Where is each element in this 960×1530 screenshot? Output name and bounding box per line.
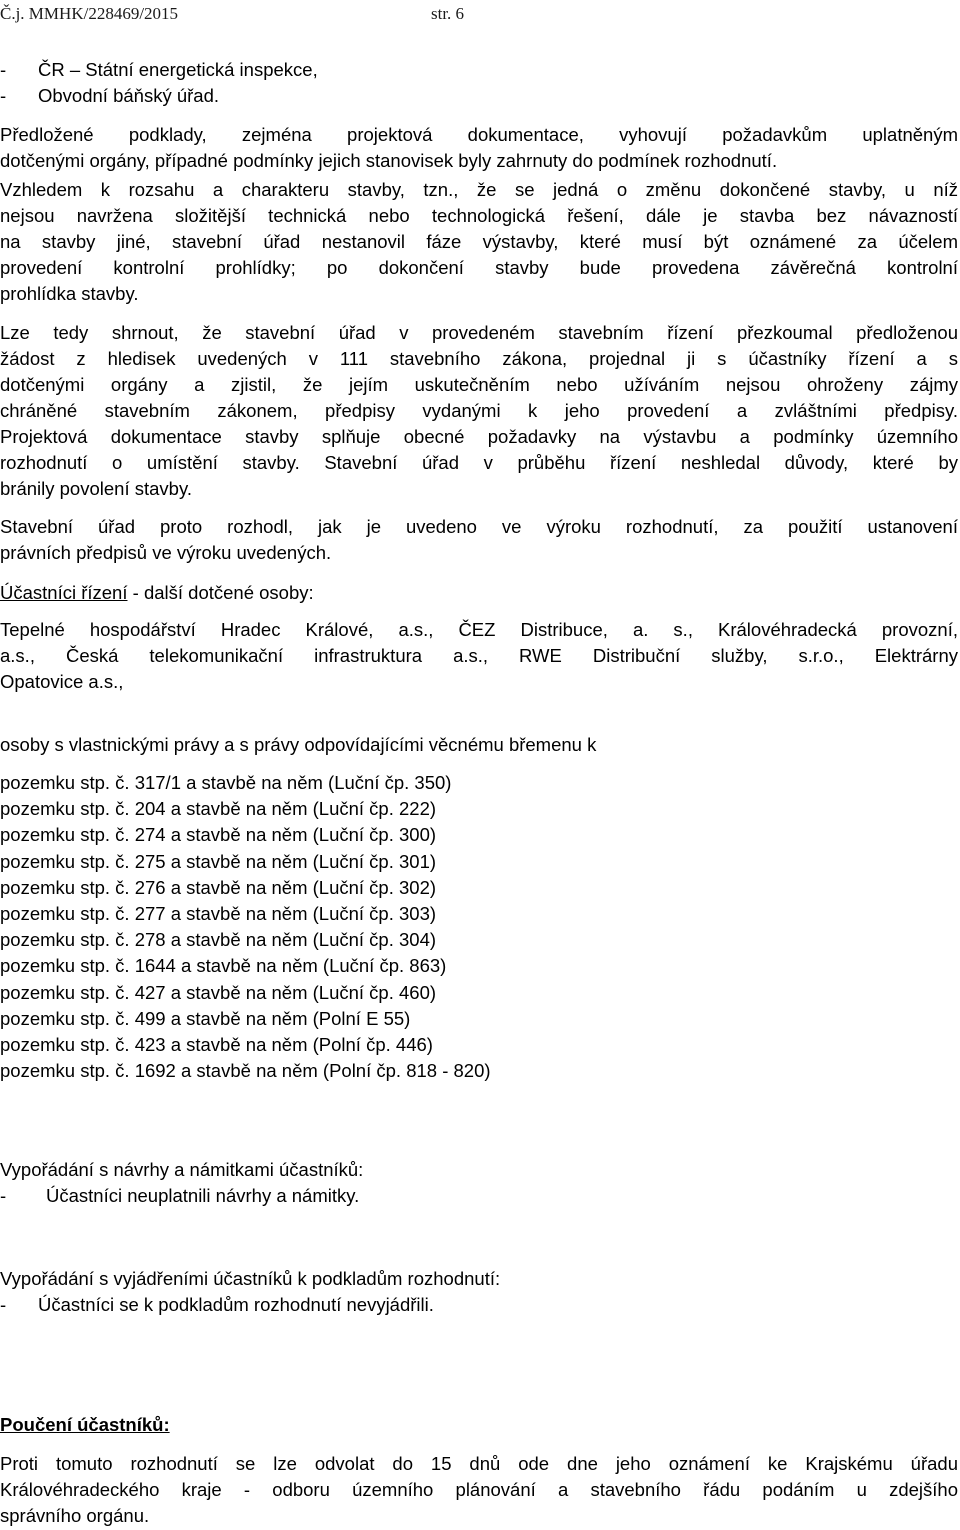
parcel-item: pozemku stp. č. 423 a stavbě na něm (Polní čp. 446) — [0, 1034, 433, 1056]
proposals-heading: Vypořádání s návrhy a námitkami účastníků: — [0, 1159, 364, 1180]
participants-list: Tepelné hospodářství Hradec Králové, a.s., ČEZ Distribuce, a. s., Královéhradecká provozní, a.s., Česká telekomunikační infrastruktura a.s., RWE Distribuční služby, s.r.o., Elektrárny Opatovice a.s., — [0, 619, 958, 692]
statements-section — [0, 1266, 958, 1318]
parcel-item: pozemku stp. č. 317/1 a stavbě na něm (Luční čp. 350) — [0, 772, 452, 793]
parcel-item: pozemku stp. č. 276 a stavbě na něm (Luční čp. 302) — [0, 876, 437, 898]
list-item: - Obvodní báňský úřad. — [0, 85, 219, 106]
parcel-item: pozemku stp. č. 204 a stavbě na něm (Luční čp. 222) — [0, 798, 437, 820]
page-number: str. 6 — [431, 4, 465, 23]
parcel-item: pozemku stp. č. 1644 a stavbě na něm (Luční čp. 863) — [0, 955, 447, 977]
proposals-item: - Účastníci neuplatnili návrhy a námitky. — [0, 1185, 360, 1206]
participants-heading: Účastníci řízení - další dotčené osoby: — [0, 582, 314, 603]
paragraph-inspection: Vzhledem k rozsahu a charakteru stavby, tzn., že se jedná o změnu dokončené stavby, u níž nejsou navržena složitější technická nebo technologická řešení, dále je stavba bez návazností na stavby jiné, stavební úřad nestanovil fáze výstavby, které musí být oznámené za účelem provedení kontrolní prohlídky; po dokončení stavby bude provedena závěrečná kontrolní prohlídka stavby. — [0, 179, 958, 304]
statements-item: - Účastníci se k podkladům rozhodnutí nevyjádřili. — [0, 1294, 434, 1315]
instruction-text: Proti tomuto rozhodnutí se lze odvolat do 15 dnů ode dne jeho oznámení ke Krajskému úřadu Královéhradeckého kraje - odboru územního plánování a stavebního řádu podáním u zdejšího správního orgánu. — [0, 1453, 958, 1526]
proposals-section — [0, 1157, 958, 1209]
paragraph-documents: Předložené podklady, zejména projektová dokumentace, vyhovují požadavkům uplatněným dotčenými orgány, případné podmínky jejich stanovisek byly zahrnuty do podmínek rozhodnutí. — [0, 124, 958, 171]
reference-number: Č.j. MMHK/228469/2015 — [0, 4, 179, 23]
page-header — [0, 4, 465, 24]
parcel-item: pozemku stp. č. 1692 a stavbě na něm (Polní čp. 818 - 820) — [0, 1060, 491, 1082]
parcel-item: pozemku stp. č. 499 a stavbě na něm (Polní E 55) — [0, 1007, 411, 1029]
parcel-item: pozemku stp. č. 277 a stavbě na něm (Luční čp. 303) — [0, 903, 437, 925]
owners-intro: osoby s vlastnickými právy a s právy odpovídajícími věcnému břemenu k — [0, 734, 597, 755]
paragraph-summary: Lze tedy shrnout, že stavební úřad v provedeném stavebním řízení přezkoumal předloženou žádost z hledisek uvedených v 111 stavebního zákona, projednal ji s účastníky řízení a s dotčenými orgány a zjistil, že jejím uskutečněním nebo užíváním nejsou ohroženy zájmy chráněné stavebním zákonem, předpisy vydanými k jeho provedení a zvláštními předpisy. Projektová dokumentace stavby splňuje obecné požadavky na výstavbu a podmínky územního rozhodnutí o umístění stavby. Stavební úřad v průběhu řízení neshledal důvody, které by bránily povolení stavby. — [0, 322, 958, 499]
instruction-heading: Poučení účastníků: — [0, 1414, 170, 1435]
paragraph-decision: Stavební úřad proto rozhodl, jak je uvedeno ve výroku rozhodnutí, za použití ustanovení právních předpisů ve výroku uvedených. — [0, 516, 958, 563]
list-item: - ČR – Státní energetická inspekce, — [0, 59, 318, 80]
parcel-item: pozemku stp. č. 274 a stavbě na něm (Luční čp. 300) — [0, 824, 437, 846]
parcel-item: pozemku stp. č. 427 a stavbě na něm (Luční čp. 460) — [0, 981, 437, 1003]
parcel-item: pozemku stp. č. 275 a stavbě na něm (Luční čp. 301) — [0, 850, 437, 872]
statements-heading: Vypořádání s vyjádřeními účastníků k podkladům rozhodnutí: — [0, 1268, 501, 1289]
parcel-list — [0, 770, 491, 1084]
parcel-item: pozemku stp. č. 278 a stavbě na něm (Luční čp. 304) — [0, 929, 437, 951]
authority-list — [0, 57, 958, 109]
